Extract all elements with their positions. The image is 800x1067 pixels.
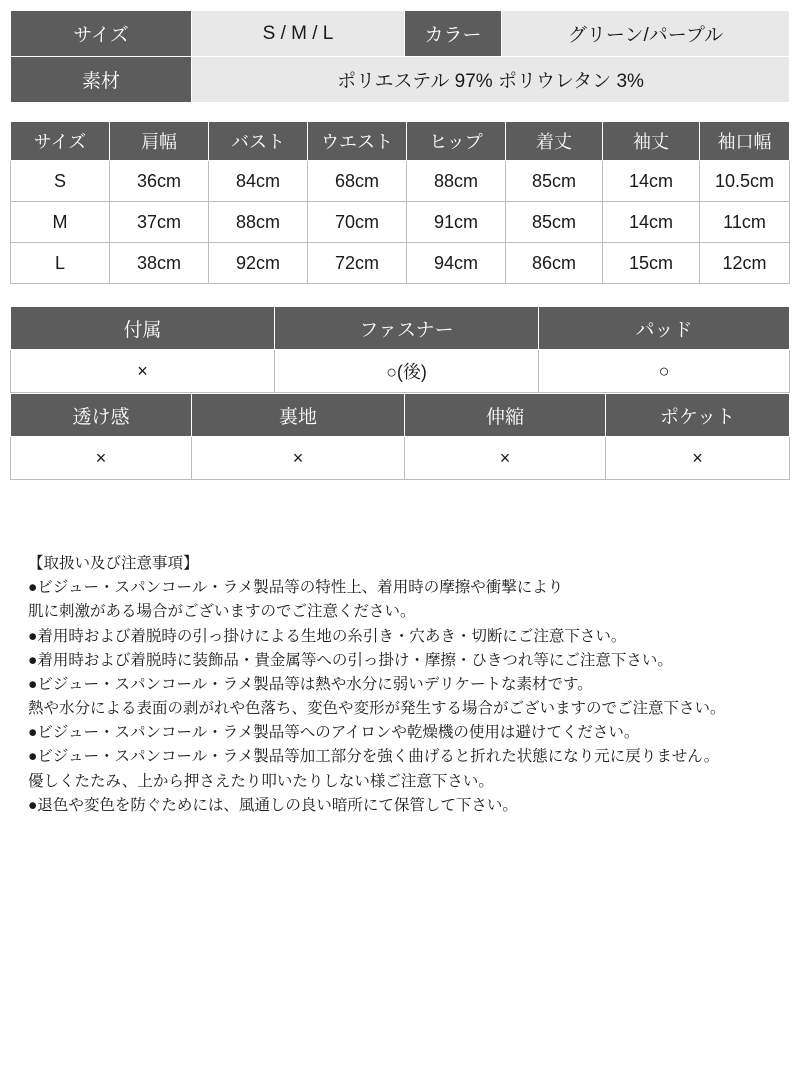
size-chart-col-5: 着丈 [506,122,603,161]
size-chart-cell: 10.5cm [700,161,790,202]
table-header-row [11,122,790,161]
size-chart-cell: 68cm [308,161,407,202]
size-chart-table [10,121,790,284]
table-row [11,202,790,243]
size-chart-cell: 91cm [407,202,506,243]
size-chart-cell: 85cm [506,202,603,243]
size-chart-cell: 11cm [700,202,790,243]
attr1-value-pad: ○ [539,350,790,393]
care-note-line: ●着用時および着脱時の引っ掛けによる生地の糸引き・穴あき・切断にご注意下さい。 [28,627,627,645]
spec-value-size: S / M / L [192,11,405,57]
spec-value-material: ポリエステル 97% ポリウレタン 3% [192,57,790,103]
table-row [11,57,790,103]
size-chart-col-6: 袖丈 [603,122,700,161]
attr2-value-lining: × [192,437,405,480]
table-row [11,161,790,202]
size-chart-cell: S [11,161,110,202]
size-chart-cell: 14cm [603,202,700,243]
size-chart-cell: 38cm [110,243,209,284]
size-chart-col-1: 肩幅 [110,122,209,161]
size-chart-cell: 88cm [407,161,506,202]
size-chart-cell: 12cm [700,243,790,284]
attr2-header-pocket: ポケット [606,394,790,437]
attr1-header-zipper: ファスナー [275,307,539,350]
size-chart-cell: 36cm [110,161,209,202]
table-row [11,243,790,284]
attr2-header-sheerness: 透け感 [11,394,192,437]
attributes-table-1 [10,306,790,393]
table-row [11,350,790,393]
size-chart-cell: 72cm [308,243,407,284]
attr2-value-stretch: × [405,437,606,480]
care-notes [10,552,790,818]
size-chart-cell: 15cm [603,243,700,284]
size-chart-cell: 94cm [407,243,506,284]
attr1-header-pad: パッド [539,307,790,350]
attr1-value-accessory: × [11,350,275,393]
spec-label-color: カラー [405,11,502,57]
table-header-row [11,307,790,350]
size-chart-col-7: 袖口幅 [700,122,790,161]
care-note-line: ●ビジュー・スパンコール・ラメ製品等へのアイロンや乾燥機の使用は避けてください。 [28,724,640,742]
care-note-line: ●着用時および着脱時に装飾品・貴金属等への引っ掛け・摩擦・ひきつれ等にご注意下さい。 [28,651,673,669]
size-chart-cell: 88cm [209,202,308,243]
size-chart-cell: L [11,243,110,284]
size-chart-col-0: サイズ [11,122,110,161]
attr2-value-sheerness: × [11,437,192,480]
size-chart-cell: 86cm [506,243,603,284]
size-chart-col-4: ヒップ [407,122,506,161]
size-chart-cell: 14cm [603,161,700,202]
size-chart-cell: 92cm [209,243,308,284]
care-note-line: 熱や水分による表面の剥がれや色落ち、変色や変形が発生する場合がございますのでご注意下さい。 [28,700,726,718]
spec-label-size: サイズ [11,11,192,57]
care-note-line: ●退色や変色を防ぐためには、風通しの良い暗所にて保管して下さい。 [28,796,518,814]
care-note-line: 肌に刺激がある場合がございますのでご注意ください。 [28,603,416,621]
size-chart-cell: M [11,202,110,243]
size-chart-cell: 84cm [209,161,308,202]
care-note-line: 優しくたたみ、上から押さえたり叩いたりしない様ご注意下さい。 [28,772,494,790]
care-note-line: ●ビジュー・スパンコール・ラメ製品等の特性上、着用時の摩擦や衝撃により [28,579,564,597]
size-chart-cell: 70cm [308,202,407,243]
spec-value-color: グリーン/パープル [502,11,790,57]
size-chart-col-2: バスト [209,122,308,161]
table-row [11,11,790,57]
attributes-table-2 [10,393,790,480]
table-header-row [11,394,790,437]
attr2-header-lining: 裏地 [192,394,405,437]
table-row [11,437,790,480]
attr2-value-pocket: × [606,437,790,480]
attr1-header-accessory: 付属 [11,307,275,350]
size-chart-cell: 37cm [110,202,209,243]
attr2-header-stretch: 伸縮 [405,394,606,437]
attr1-value-zipper: ○(後) [275,350,539,393]
care-notes-title: 【取扱い及び注意事項】 [28,555,199,572]
spec-label-material: 素材 [11,57,192,103]
care-note-line: ●ビジュー・スパンコール・ラメ製品等加工部分を強く曲げると折れた状態になり元に戻りません。 [28,748,720,766]
spec-table [10,10,790,103]
size-chart-cell: 85cm [506,161,603,202]
size-chart-col-3: ウエスト [308,122,407,161]
care-note-line: ●ビジュー・スパンコール・ラメ製品等は熱や水分に弱いデリケートな素材です。 [28,675,593,693]
